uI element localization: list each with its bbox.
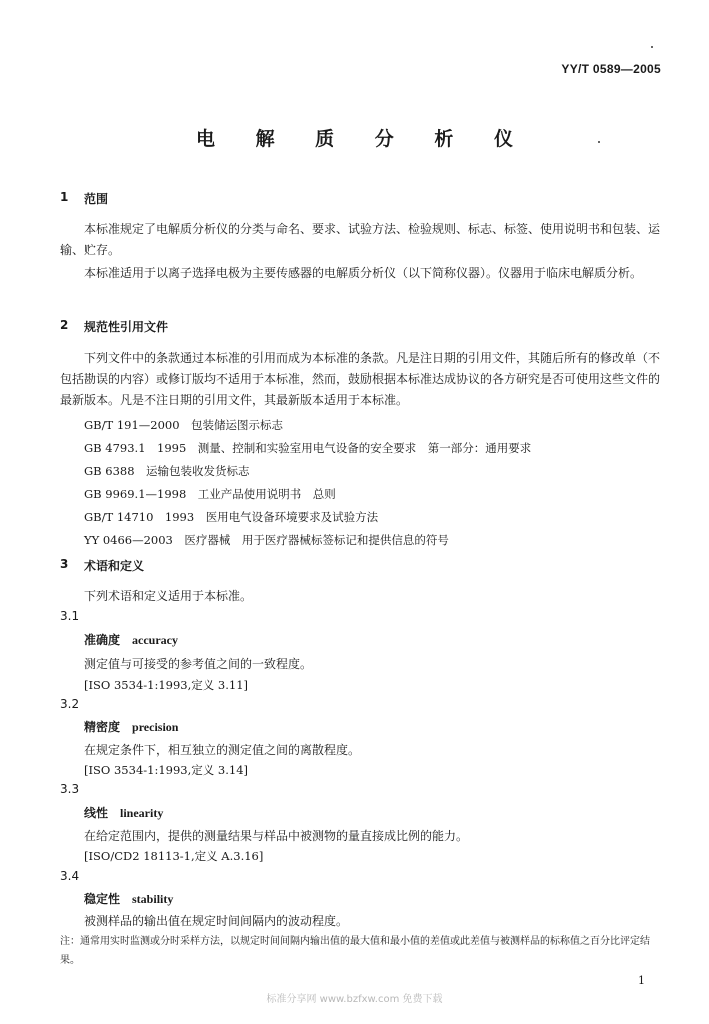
term-number: 3.1 [60,609,80,623]
section-2-number: 2 [60,318,69,332]
section-3-title: 术语和定义 [84,559,145,573]
section-3-number: 3 [60,557,69,571]
page-number: 1 [638,974,645,987]
watermark-text: 标准分享网 www.bzfxw.com 免费下载 [266,994,443,1005]
document-title: 电 解 质 分 析 仪 [195,128,531,150]
term-cn: 精密度 [84,720,121,734]
section-2-paragraph: 下列文件中的条款通过本标准的引用而成为本标准的条款。凡是注日期的引用文件，其随后所有的修改单（不包括勘误的内容）或修订版均不适用于本标准，然而，鼓励根据本标准达成协议的各方研究是否可使用这些文件的最新版本。凡是不注日期的引用文件，其最新版本适用于本标准。 [60,351,661,407]
term-cn: 准确度 [84,633,121,647]
term-reference: [ISO 3534-1:1993,定义 3.11] [84,678,249,692]
term-definition: 测定值与可接受的参考值之间的一致程度。 [84,657,313,671]
reference-item: GB 4793.1 1995 测量、控制和实验室用电气设备的安全要求 第一部分：通用要求 [84,441,532,455]
term-heading [84,631,178,648]
section-3-intro: 下列术语和定义适用于本标准。 [84,589,253,603]
term-cn: 线性 [84,806,109,820]
term-heading [84,718,178,735]
scan-speck [598,141,600,143]
section-1-title: 范围 [84,192,109,206]
term-reference: [ISO 3534-1:1993,定义 3.14] [84,763,249,777]
section-1-paragraph-2: 本标准适用于以离子选择电极为主要传感器的电解质分析仪（以下简称仪器）。仪器用于临床电解质分析。 [84,266,643,280]
term-definition: 被测样品的输出值在规定时间间隔内的波动程度。 [84,914,349,928]
section-1-paragraph-1: 本标准规定了电解质分析仪的分类与命名、要求、试验方法、检验规则、标志、标签、使用说明书和包装、运输、贮存。 [60,222,661,257]
section-2-title: 规范性引用文件 [84,320,169,334]
term-en: accuracy [132,633,178,647]
standard-code: YY/T 0589—2005 [561,62,661,76]
scan-speck [651,46,653,48]
term-heading [84,804,163,821]
term-definition: 在规定条件下，相互独立的测定值之间的离散程度。 [84,743,361,757]
term-number: 3.4 [60,869,80,883]
term-number: 3.2 [60,697,80,711]
reference-item: GB/T 191—2000 包装储运图示标志 [84,418,284,432]
note-text: 注：通常用实时监测或分时采样方法，以规定时间间隔内输出值的最大值和最小值的差值或此差值与被测样品的标称值之百分比评定结果。 [60,936,650,966]
term-definition: 在给定范围内，提供的测量结果与样品中被测物的量直接成比例的能力。 [84,829,469,843]
term-en: linearity [120,806,164,820]
term-en: stability [132,892,174,906]
reference-item: GB 9969.1—1998 工业产品使用说明书 总则 [84,487,336,501]
term-number: 3.3 [60,782,80,796]
reference-item: YY 0466—2003 医疗器械 用于医疗器械标签标记和提供信息的符号 [84,533,449,547]
term-heading [84,890,173,907]
term-reference: [ISO/CD2 18113-1,定义 A.3.16] [84,849,264,863]
section-1-number: 1 [60,190,69,204]
reference-item: GB/T 14710 1993 医用电气设备环境要求及试验方法 [84,510,379,524]
term-cn: 稳定性 [84,892,121,906]
reference-item: GB 6388 运输包装收发货标志 [84,464,250,478]
term-en: precision [132,720,179,734]
